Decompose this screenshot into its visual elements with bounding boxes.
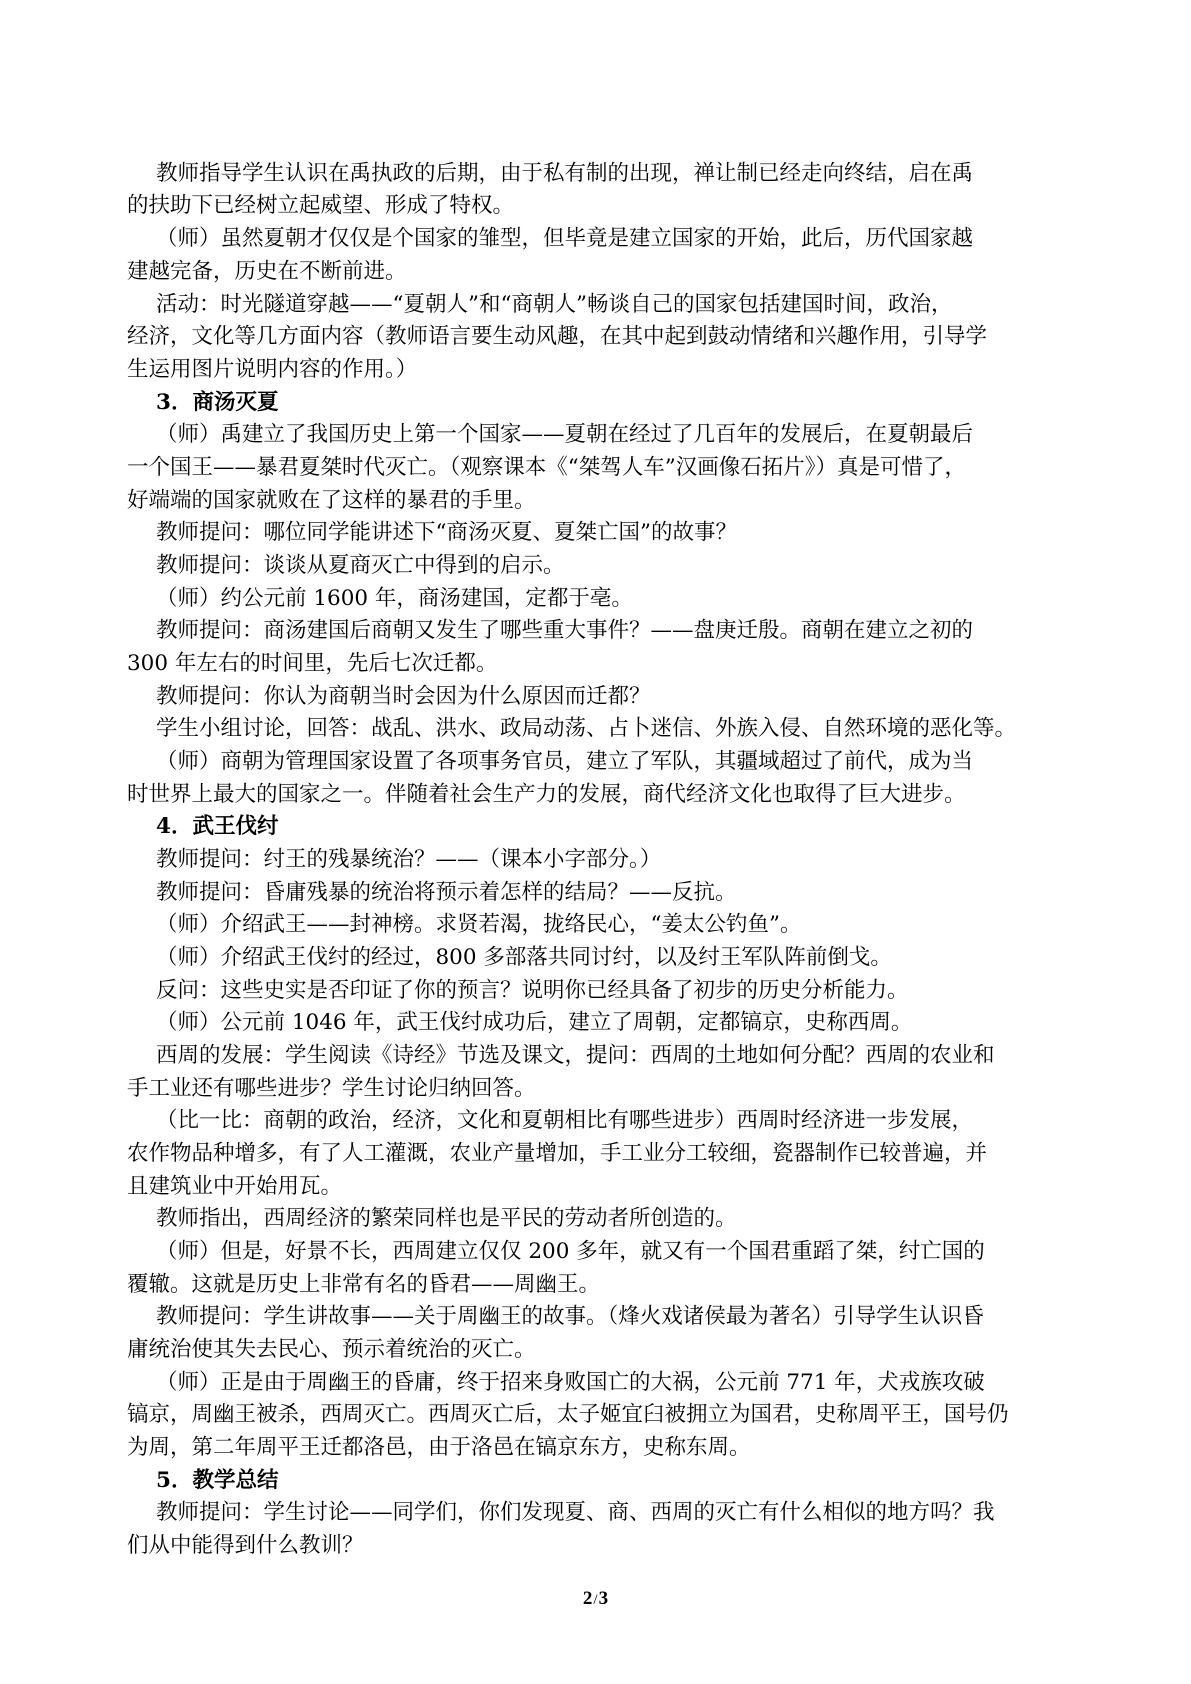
body-paragraph-line: （师）虽然夏朝才仅仅是个国家的雏型，但毕竟是建立国家的开始，此后，历代国家越 — [156, 226, 974, 251]
body-paragraph-line: （师）约公元前 1600 年，商汤建国，定都于亳。 — [156, 586, 633, 611]
body-paragraph-line: 农作物品种增多，有了人工灌溉，农业产量增加，手工业分工较细，瓷器制作已较普遍，并 — [127, 1141, 988, 1166]
body-paragraph-line: （师）公元前 1046 年，武王伐纣成功后，建立了周朝，定都镐京，史称西周。 — [156, 1010, 913, 1035]
body-paragraph-line: （师）但是，好景不长，西周建立仅仅 200 多年，就又有一个国君重蹈了桀，纣亡国的 — [156, 1239, 985, 1264]
body-paragraph-line: 好端端的国家就败在了这样的暴君的手里。 — [127, 488, 536, 513]
body-paragraph-line: 教师指出，西周经济的繁荣同样也是平民的劳动者所创造的。 — [156, 1206, 737, 1231]
body-paragraph-line: 且建筑业中开始用瓦。 — [127, 1174, 343, 1199]
body-paragraph-line: （师）介绍武王——封神榜。求贤若渴，拢络民心，“姜太公钓鱼”。 — [156, 912, 802, 937]
body-paragraph-line: 西周的发展：学生阅读《诗经》节选及课文，提问：西周的土地如何分配？西周的农业和 — [156, 1043, 995, 1068]
body-paragraph-line: 建越完备，历史在不断前进。 — [127, 259, 407, 284]
current-page-number: 2 — [582, 1588, 593, 1609]
body-paragraph-line: 一个国王——暴君夏桀时代灭亡。（观察课本《“桀驾人车”汉画像石拓片》）真是可惜了， — [127, 455, 966, 480]
body-paragraph-line: 的扶助下已经树立起威望、形成了特权。 — [127, 193, 515, 218]
body-paragraph-line: 镐京，周幽王被杀，西周灭亡。西周灭亡后，太子姬宜臼被拥立为国君，史称周平王，国号仍 — [127, 1402, 1009, 1427]
body-paragraph-line: 们从中能得到什么教训？ — [127, 1533, 364, 1558]
body-paragraph-line: 教师提问：谈谈从夏商灭亡中得到的启示。 — [156, 553, 565, 578]
body-paragraph-line: 教师指导学生认识在禹执政的后期，由于私有制的出现，禅让制已经走向终结，启在禹 — [156, 161, 974, 186]
total-page-count: 3 — [598, 1588, 609, 1609]
body-paragraph-line: （师）正是由于周幽王的昏庸，终于招来身败国亡的大祸，公元前 771 年，犬戎族攻破 — [156, 1370, 985, 1395]
body-paragraph-line: 手工业还有哪些进步？学生讨论归纳回答。 — [127, 1076, 536, 1101]
body-paragraph-line: （师）商朝为管理国家设置了各项事务官员，建立了军队，其疆域超过了前代，成为当 — [156, 749, 974, 774]
body-paragraph-line: 教师提问：你认为商朝当时会因为什么原因而迁都？ — [156, 684, 651, 709]
body-paragraph-line: 教师提问：商汤建国后商朝又发生了哪些重大事件？——盘庚迁殷。商朝在建立之初的 — [156, 618, 974, 643]
body-paragraph-line: 教师提问：昏庸残暴的统治将预示着怎样的结局？——反抗。 — [156, 880, 737, 905]
body-paragraph-line: 生运用图片说明内容的作用。） — [127, 357, 418, 382]
body-paragraph-line: 教师提问：学生讲故事——关于周幽王的故事。（烽火戏诸侯最为著名）引导学生认识昏 — [156, 1304, 984, 1329]
body-paragraph-line: 覆辙。这就是历史上非常有名的昏君——周幽王。 — [127, 1272, 601, 1297]
body-paragraph-line: 学生小组讨论，回答：战乱、洪水、政局动荡、占卜迷信、外族入侵、自然环境的恶化等。 — [156, 716, 1017, 741]
page-number — [0, 1588, 1191, 1610]
section-heading: 3．商汤灭夏 — [156, 390, 279, 415]
body-paragraph-line: （师）介绍武王伐纣的经过，800 多部落共同讨纣，以及纣王军队阵前倒戈。 — [156, 945, 892, 970]
body-paragraph-line: 为周，第二年周平王迁都洛邑，由于洛邑在镐京东方，史称东周。 — [127, 1435, 751, 1460]
body-paragraph-line: 庸统治使其失去民心、预示着统治的灭亡。 — [127, 1337, 536, 1362]
body-paragraph-line: 教师提问：纣王的残暴统治？——（课本小字部分。） — [156, 847, 662, 872]
body-paragraph-line: 教师提问：学生讨论——同学们，你们发现夏、商、西周的灭亡有什么相似的地方吗？我 — [156, 1500, 995, 1525]
section-heading: 4．武王伐纣 — [156, 814, 279, 839]
section-heading: 5．教学总结 — [156, 1468, 279, 1493]
body-paragraph-line: 教师提问：哪位同学能讲述下“商汤灭夏、夏桀亡国”的故事？ — [156, 520, 737, 545]
body-paragraph-line: （师）禹建立了我国历史上第一个国家——夏朝在经过了几百年的发展后，在夏朝最后 — [156, 422, 974, 447]
page-separator: / — [593, 1592, 598, 1608]
body-paragraph-line: 300 年左右的时间里，先后七次迁都。 — [127, 651, 498, 676]
body-paragraph-line: 经济，文化等几方面内容（教师语言要生动风趣，在其中起到鼓动情绪和兴趣作用，引导学 — [127, 324, 988, 349]
body-paragraph-line: （比一比：商朝的政治，经济，文化和夏朝相比有哪些进步）西周时经济进一步发展， — [156, 1108, 974, 1133]
body-paragraph-line: 时世界上最大的国家之一。伴随着社会生产力的发展，商代经济文化也取得了巨大进步。 — [127, 782, 966, 807]
body-paragraph-line: 活动：时光隧道穿越——“夏朝人”和“商朝人”畅谈自己的国家包括建国时间，政治， — [156, 292, 953, 317]
body-paragraph-line: 反问：这些史实是否印证了你的预言？说明你已经具备了初步的历史分析能力。 — [156, 978, 909, 1003]
